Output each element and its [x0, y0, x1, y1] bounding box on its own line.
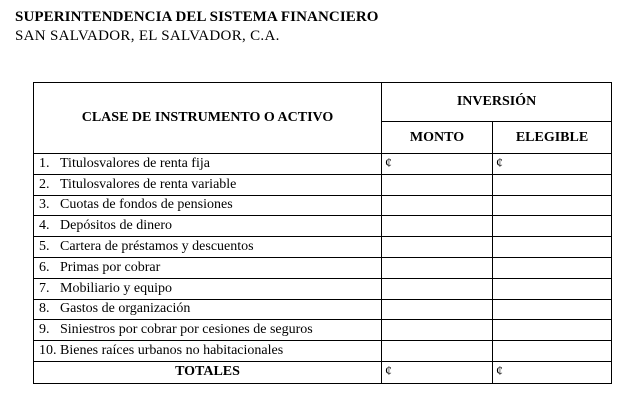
table-row — [34, 154, 612, 175]
item-amount — [382, 341, 493, 362]
table-row — [34, 257, 612, 278]
item-cell — [34, 174, 382, 195]
item-label: Cuotas de fondos de pensiones — [60, 197, 233, 213]
item-amount — [382, 257, 493, 278]
item-eligible — [493, 341, 612, 362]
item-number: 9. — [39, 322, 50, 338]
item-amount — [382, 299, 493, 320]
item-number: 7. — [39, 280, 50, 296]
item-amount — [382, 216, 493, 237]
investment-table — [33, 82, 612, 384]
item-amount — [382, 320, 493, 341]
totals-label: TOTALES — [34, 361, 382, 383]
instrument-column-header: CLASE DE INSTRUMENTO O ACTIVO — [34, 83, 382, 154]
item-cell — [34, 278, 382, 299]
item-label: Bienes raíces urbanos no habitacionales — [60, 343, 284, 359]
amount-column-header: MONTO — [382, 122, 493, 154]
item-eligible — [493, 299, 612, 320]
table-header-row — [34, 83, 612, 122]
item-eligible — [493, 195, 612, 216]
item-eligible — [493, 237, 612, 258]
table-row — [34, 341, 612, 362]
item-amount — [382, 195, 493, 216]
item-amount — [382, 174, 493, 195]
item-number: 5. — [39, 239, 50, 255]
item-amount — [382, 278, 493, 299]
item-label: Titulosvalores de renta fija — [60, 155, 210, 171]
item-number: 10. — [39, 343, 57, 359]
item-amount — [382, 237, 493, 258]
item-eligible — [493, 216, 612, 237]
item-label: Cartera de préstamos y descuentos — [60, 239, 254, 255]
institution-title: SUPERINTENDENCIA DEL SISTEMA FINANCIERO — [15, 9, 379, 25]
item-eligible: ¢ — [493, 154, 612, 175]
investment-column-header: INVERSIÓN — [382, 83, 612, 122]
item-eligible — [493, 174, 612, 195]
item-cell — [34, 299, 382, 320]
table-row — [34, 278, 612, 299]
institution-location: SAN SALVADOR, EL SALVADOR, C.A. — [15, 28, 280, 44]
item-cell — [34, 216, 382, 237]
item-eligible — [493, 278, 612, 299]
table-row — [34, 174, 612, 195]
eligible-column-header: ELEGIBLE — [493, 122, 612, 154]
item-label: Gastos de organización — [60, 301, 191, 317]
item-label: Primas por cobrar — [60, 259, 161, 275]
item-number: 1. — [39, 155, 50, 171]
table-body — [34, 154, 612, 362]
table-row — [34, 320, 612, 341]
item-label: Titulosvalores de renta variable — [60, 176, 237, 192]
item-cell — [34, 195, 382, 216]
item-cell — [34, 320, 382, 341]
item-number: 2. — [39, 176, 50, 192]
item-amount: ¢ — [382, 154, 493, 175]
table-row — [34, 299, 612, 320]
totals-eligible: ¢ — [493, 361, 612, 383]
table-row — [34, 237, 612, 258]
item-eligible — [493, 320, 612, 341]
item-cell — [34, 237, 382, 258]
item-number: 6. — [39, 259, 50, 275]
totals-amount: ¢ — [382, 361, 493, 383]
item-number: 3. — [39, 197, 50, 213]
totals-row — [34, 361, 612, 383]
item-label: Siniestros por cobrar por cesiones de seguros — [60, 322, 313, 338]
item-cell — [34, 257, 382, 278]
table-row — [34, 195, 612, 216]
item-label: Mobiliario y equipo — [60, 280, 172, 296]
item-cell — [34, 154, 382, 175]
item-number: 8. — [39, 301, 50, 317]
item-number: 4. — [39, 218, 50, 234]
item-label: Depósitos de dinero — [60, 218, 172, 234]
item-cell — [34, 341, 382, 362]
item-eligible — [493, 257, 612, 278]
table-row — [34, 216, 612, 237]
